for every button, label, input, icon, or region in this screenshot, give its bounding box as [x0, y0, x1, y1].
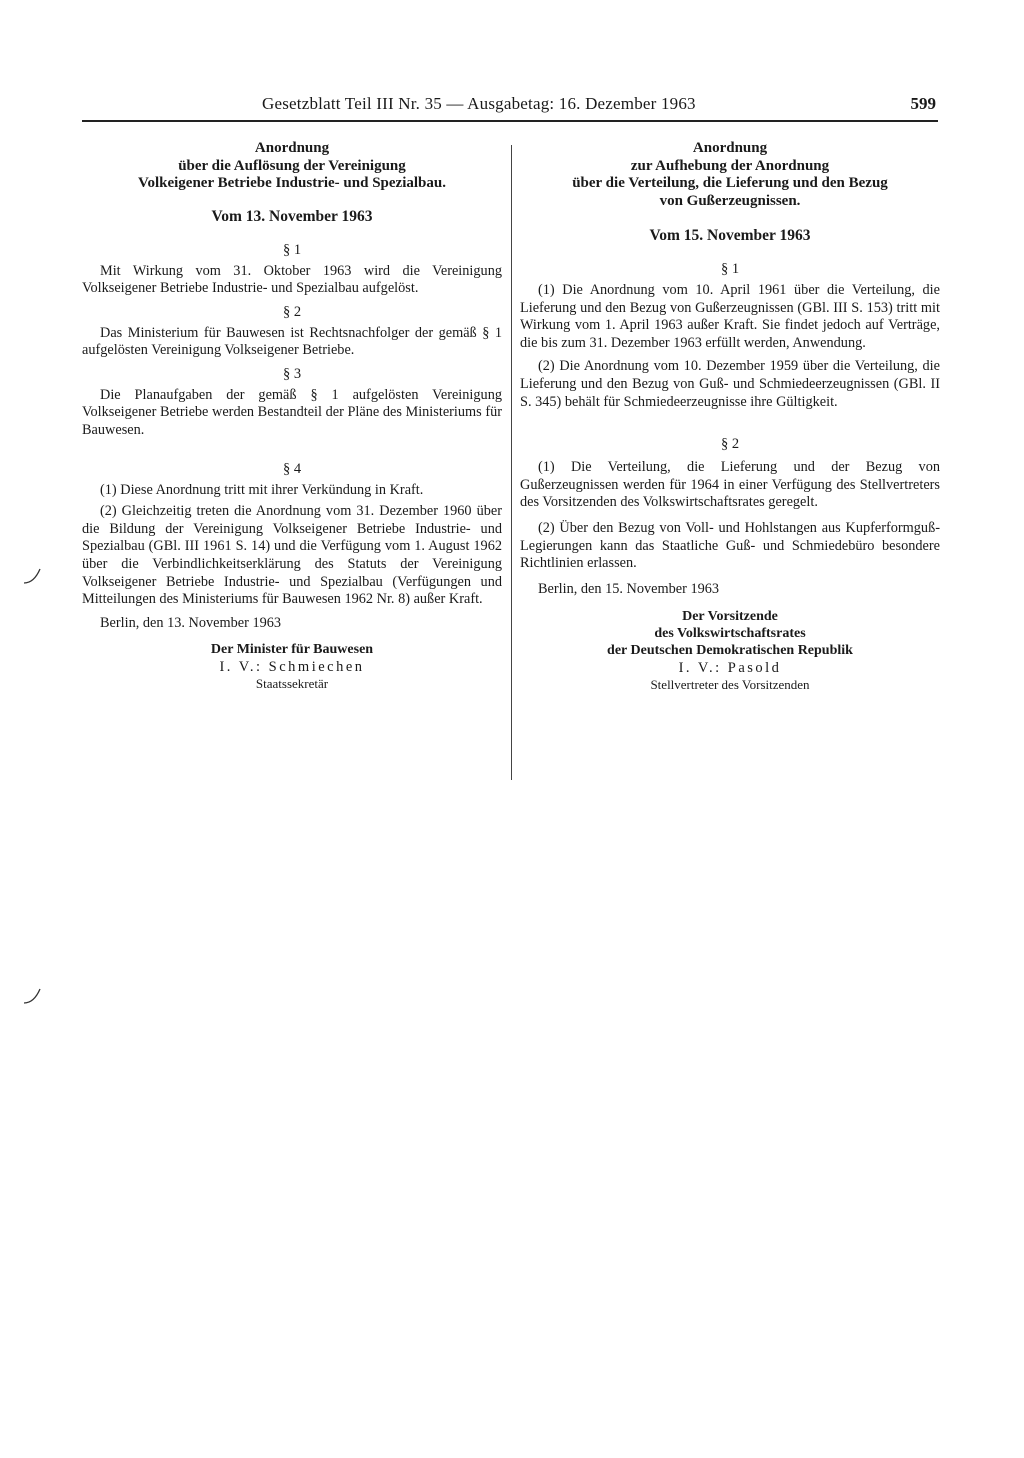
- left-signature-role: Staatssekretär: [255, 676, 329, 692]
- left-section-4-para-2: (2) Gleichzeitig treten die Anordnung vom 31. Dezember 1960 über die Bildung der Vereinigung Volkseigener Betriebe Industrie- und Spezialbau (GBl. III 1961 S. 14) und die Verfügung vom 1. August 1962 über die Verbindlichkeitserklärung des Statuts der Vereinigung Volkseigener Betriebe Industrie- und Spezialbau (Verfügungen und Mitteilungen des Ministeriums für Bauwesen 1962 Nr. 8) außer Kraft.: [82, 503, 502, 608]
- right-section-2-para-2: (2) Über den Bezug von Voll- und Hohlstangen aus Kupferformguß-Legierungen kann das Staatliche Guß- und Schmiedebüro besondere Richtlinien erlassen.: [520, 519, 940, 572]
- right-date: Vom 15. November 1963: [649, 227, 811, 244]
- right-section-2-heading: § 2: [720, 436, 740, 453]
- left-date: Vom 13. November 1963: [211, 207, 373, 225]
- column-divider: [511, 145, 512, 780]
- right-title-line-1: Anordnung: [692, 140, 768, 156]
- right-signature-title-line-2: des Volkswirtschaftsrates: [654, 626, 806, 642]
- page-number: 599: [910, 94, 936, 113]
- left-title-line-1: Anordnung: [254, 140, 330, 156]
- left-section-1-heading: § 1: [282, 241, 302, 258]
- right-place-date: Berlin, den 15. November 1963: [538, 580, 720, 597]
- right-section-1-para-1: (1) Die Anordnung vom 10. April 1961 über die Verteilung, die Lieferung und den Bezug von Gußerzeugnissen (GBl. III S. 153) tritt mit Wirkung vom 1. April 1963 außer Kraft. Sie findet jedoch auf Verträge, die bis zum 31. Dezember 1963 erfüllt werden, Anwendung.: [520, 282, 940, 351]
- left-section-3-heading: § 3: [282, 365, 302, 382]
- left-place-date: Berlin, den 13. November 1963: [100, 614, 282, 631]
- scan-mark-1: [22, 565, 44, 587]
- scan-mark-2: [22, 985, 44, 1007]
- left-section-3-text: Die Planaufgaben der gemäß § 1 aufgelösten Vereinigung Volkseigener Betriebe werden Bestandteil der Pläne des Ministeriums für Bauwesen.: [82, 386, 502, 439]
- running-title: Gesetzblatt Teil III Nr. 35 — Ausgabetag: 16. Dezember 1963: [262, 94, 696, 113]
- right-section-1-heading: § 1: [720, 261, 740, 277]
- right-signature-name: I. V.: Pasold: [678, 660, 782, 677]
- left-section-4-heading: § 4: [282, 460, 302, 477]
- right-title-line-3: über die Verteilung, die Lieferung und den Bezug: [572, 175, 888, 191]
- right-section-1-para-2: (2) Die Anordnung vom 10. Dezember 1959 über die Verteilung, die Lieferung und den Bezug von Guß- und Schmiedeerzeugnissen (GBl. II S. 345) behält für Schmiedeerzeugnisse ihre Gültigkeit.: [520, 358, 940, 410]
- left-section-2-heading: § 2: [282, 303, 302, 320]
- right-title-line-2: zur Aufhebung der Anordnung: [630, 157, 830, 174]
- left-signature-title: Der Minister für Bauwesen: [210, 642, 374, 658]
- right-signature-title-line-3: der Deutschen Demokratischen Republik: [607, 643, 853, 659]
- left-section-2-text: Das Ministerium für Bauwesen ist Rechtsnachfolger der gemäß § 1 aufgelösten Vereinigung Volkseigener Betriebe.: [82, 324, 502, 359]
- right-section-2-para-1: (1) Die Verteilung, die Lieferung und der Bezug von Gußerzeugnissen werden für 1964 in einer Verfügung des Stellvertreters des Vorsitzenden des Volkswirtschaftsrates geregelt.: [520, 459, 940, 511]
- left-signature-name: I. V.: Schmiechen: [219, 659, 365, 676]
- left-title-line-2: über die Auflösung der Vereinigung: [178, 157, 406, 174]
- right-title-line-4: von Gußerzeugnissen.: [659, 192, 801, 209]
- left-section-1-text: Mit Wirkung vom 31. Oktober 1963 wird die Vereinigung Volkseigener Betriebe Industrie- und Spezialbau aufgelöst.: [82, 262, 502, 297]
- left-title-line-3: Volkeigener Betriebe Industrie- und Spezialbau.: [138, 175, 446, 191]
- page-header: [82, 94, 938, 122]
- left-column: [82, 140, 502, 692]
- left-section-4-para-1: (1) Diese Anordnung tritt mit ihrer Verkündung in Kraft.: [100, 481, 424, 498]
- right-column: [520, 140, 940, 693]
- right-signature-title-line-1: Der Vorsitzende: [682, 609, 778, 625]
- right-signature-role: Stellvertreter des Vorsitzenden: [650, 677, 810, 693]
